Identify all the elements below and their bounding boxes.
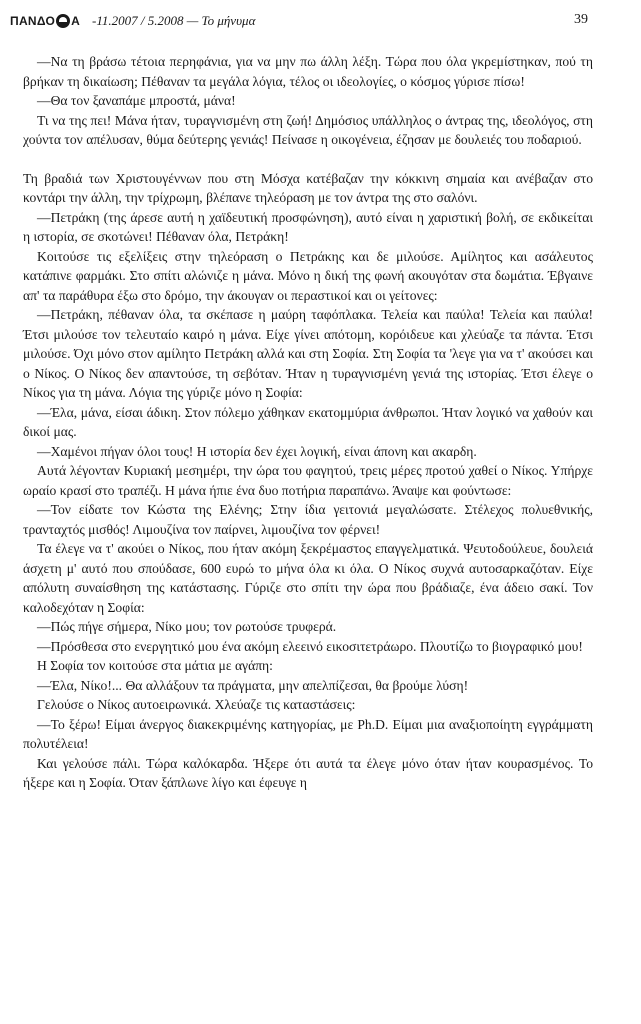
logo-text-right: Α	[71, 14, 81, 28]
article-body	[23, 52, 593, 793]
logo-emblem-icon	[56, 14, 70, 28]
paragraph: Η Σοφία τον κοιτούσε στα μάτια με αγάπη:	[37, 658, 273, 673]
paragraph: —Πώς πήγε σήμερα, Νίκο μου; τον ρωτούσε τρυφερά.	[37, 619, 337, 634]
paragraph: —Να τη βράσω τέτοια περηφάνια, για να μην πω άλλη λέξη. Τώρα που όλα γκρεμίστηκαν, πού τη βρήκαν τη δικαίωση; Πέθαναν τα μεγάλα λόγια, τέλος οι ιδεολογίες, ο κόσμος γύρισε πίσω!	[23, 54, 593, 89]
paragraph: Τι να της πει! Μάνα ήταν, τυραγνισμένη στη ζωή! Δημόσιος υπάλληλος ο άντρας της, ιδεολόγος, στη χούντα τον απέλυσαν, θύμα δεύτερης γενιάς! Πείνασε η οικογένεια, έζησαν με δουλειές του ποδαριού.	[23, 112, 593, 147]
page-header	[10, 14, 600, 34]
paragraph: —Έλα, μάνα, είσαι άδικη. Στον πόλεμο χάθηκαν εκατομμύρια άνθρωποι. Ήταν λογικό να χαθούν και δικοί μας.	[23, 404, 593, 439]
paragraph: Τη βραδιά των Χριστουγέννων που στη Μόσχα κατέβαζαν την κόκκινη σημαία και ανέβαζαν στο κοντάρι την άλλη, την τρίχρωμη, βλέπανε τηλεόραση με τον άντρα της στο σαλόνι.	[23, 170, 593, 205]
paragraph: Κοιτούσε τις εξελίξεις στην τηλεόραση ο Πετράκης και δε μιλούσε. Αμίλητος και ασάλευτος κατάπινε φαρμάκι. Στο σπίτι αλώνιζε η μάνα. Μόνο η δική της φωνή ακουγόταν στα δωμάτια. Έβγαινε απ' τα παράθυρα έξω στο δρόμο, την άκουγαν οι περαστικοί και οι γείτονες:	[23, 248, 593, 303]
paragraph: —Πετράκη (της άρεσε αυτή η χαϊδευτική προσφώνηση), αυτό είναι η χαριστική βολή, σε εκδικείται η ιστορία, σε σκοτώνει! Πέθαναν όλα, Πετράκη!	[23, 209, 593, 244]
page-number: 39	[574, 12, 588, 27]
paragraph: —Τον είδατε τον Κώστα της Ελένης; Στην ίδια γειτονιά μεγαλώσατε. Στέλεχος πολυεθνικής, τρανταχτός μισθός! Λιμουζίνα τον παίρνει, λιμουζίνα τον φέρνει!	[23, 502, 593, 537]
paragraph: —Θα τον ξαναπάμε μπροστά, μάνα!	[37, 93, 236, 108]
paragraph: Γελούσε ο Νίκος αυτοειρωνικά. Χλεύαζε τις καταστάσεις:	[37, 697, 356, 712]
paragraph: Αυτά λέγονταν Κυριακή μεσημέρι, την ώρα του φαγητού, τρεις μέρες προτού χαθεί ο Νίκος. Υπήρχε ωραίο κρασί στο τραπέζι. Η μάνα ήπιε ένα δυο ποτήρια παραπάνω. Άναψε και φούντωσε:	[23, 463, 593, 498]
paragraph: —Έλα, Νίκο!... Θα αλλάξουν τα πράγματα, μην απελπίζεσαι, θα βρούμε λύση!	[37, 677, 469, 693]
paragraph: —Πετράκη, πέθαναν όλα, τα σκέπασε η μαύρη ταφόπλακα. Τελεία και παύλα! Τελεία και παύλα! Έτσι μιλούσε τον τελευταίο καιρό η μάνα. Είχε γίνει απότομη, κορόιδευε και χλεύαζε τα πάντα. Έτσι μιλούσε. Όχι μόνο στον αμίλητο Πετράκη αλλά και στη Σοφία. Στη Σοφία τα 'λεγε για να τ' ακούσει και ο Νίκος. Ο Νίκος δεν απαντούσε, τη σεβόταν. Ήταν η τυραγνισμένη γενιά της ιστορίας. Έτσι έλεγε ο Νίκος για τη μάνα. Λόγια της γύριζε μόνο η Σοφία:	[23, 307, 593, 400]
logo-text-left: ΠΑΝΔΟ	[10, 14, 56, 28]
paragraph: —Χαμένοι πήγαν όλοι τους! Η ιστορία δεν έχει λογική, είναι άπονη και ακαρδη.	[37, 443, 477, 459]
paragraph: —Πρόσθεσα στο ενεργητικό μου ένα ακόμη ελεεινό εικοσιτετράωρο. Πλουτίζω το βιογραφικό μου!	[37, 638, 583, 654]
magazine-logo	[10, 14, 80, 28]
issue-and-title: -11.2007 / 5.2008 — Το μήνυμα	[92, 13, 256, 28]
paragraph: —Το ξέρω! Είμαι άνεργος διακεκριμένης κατηγορίας, με Ph.D. Είμαι μια αναξιοποίητη εγγράμματη πολυτέλεια!	[23, 716, 593, 751]
paragraph: Και γελούσε πάλι. Τώρα καλόκαρδα. Ήξερε ότι αυτά τα έλεγε μόνο όταν ήταν κουρασμένος. Το ήξερε και η Σοφία. Όταν ξάπλωνε λίγο και έφευγε η	[23, 755, 593, 790]
paragraph: Τα έλεγε να τ' ακούει ο Νίκος, που ήταν ακόμη ξεκρέμαστος επαγγελματικά. Ψευτοδούλευε, δουλειά άσχετη μ' αυτό που σπούδασε, 600 ευρώ το μήνα όλα κι όλα. Ο Νίκος συχνά αυτοσαρκαζόταν. Είχε απόλυτη συναίσθηση της κατάστασης. Γύριζε στο σπίτι την ώρα που βράδιαζε, ένα άδειο σακί. Τον καλοδεχόταν η Σοφία:	[23, 541, 593, 615]
